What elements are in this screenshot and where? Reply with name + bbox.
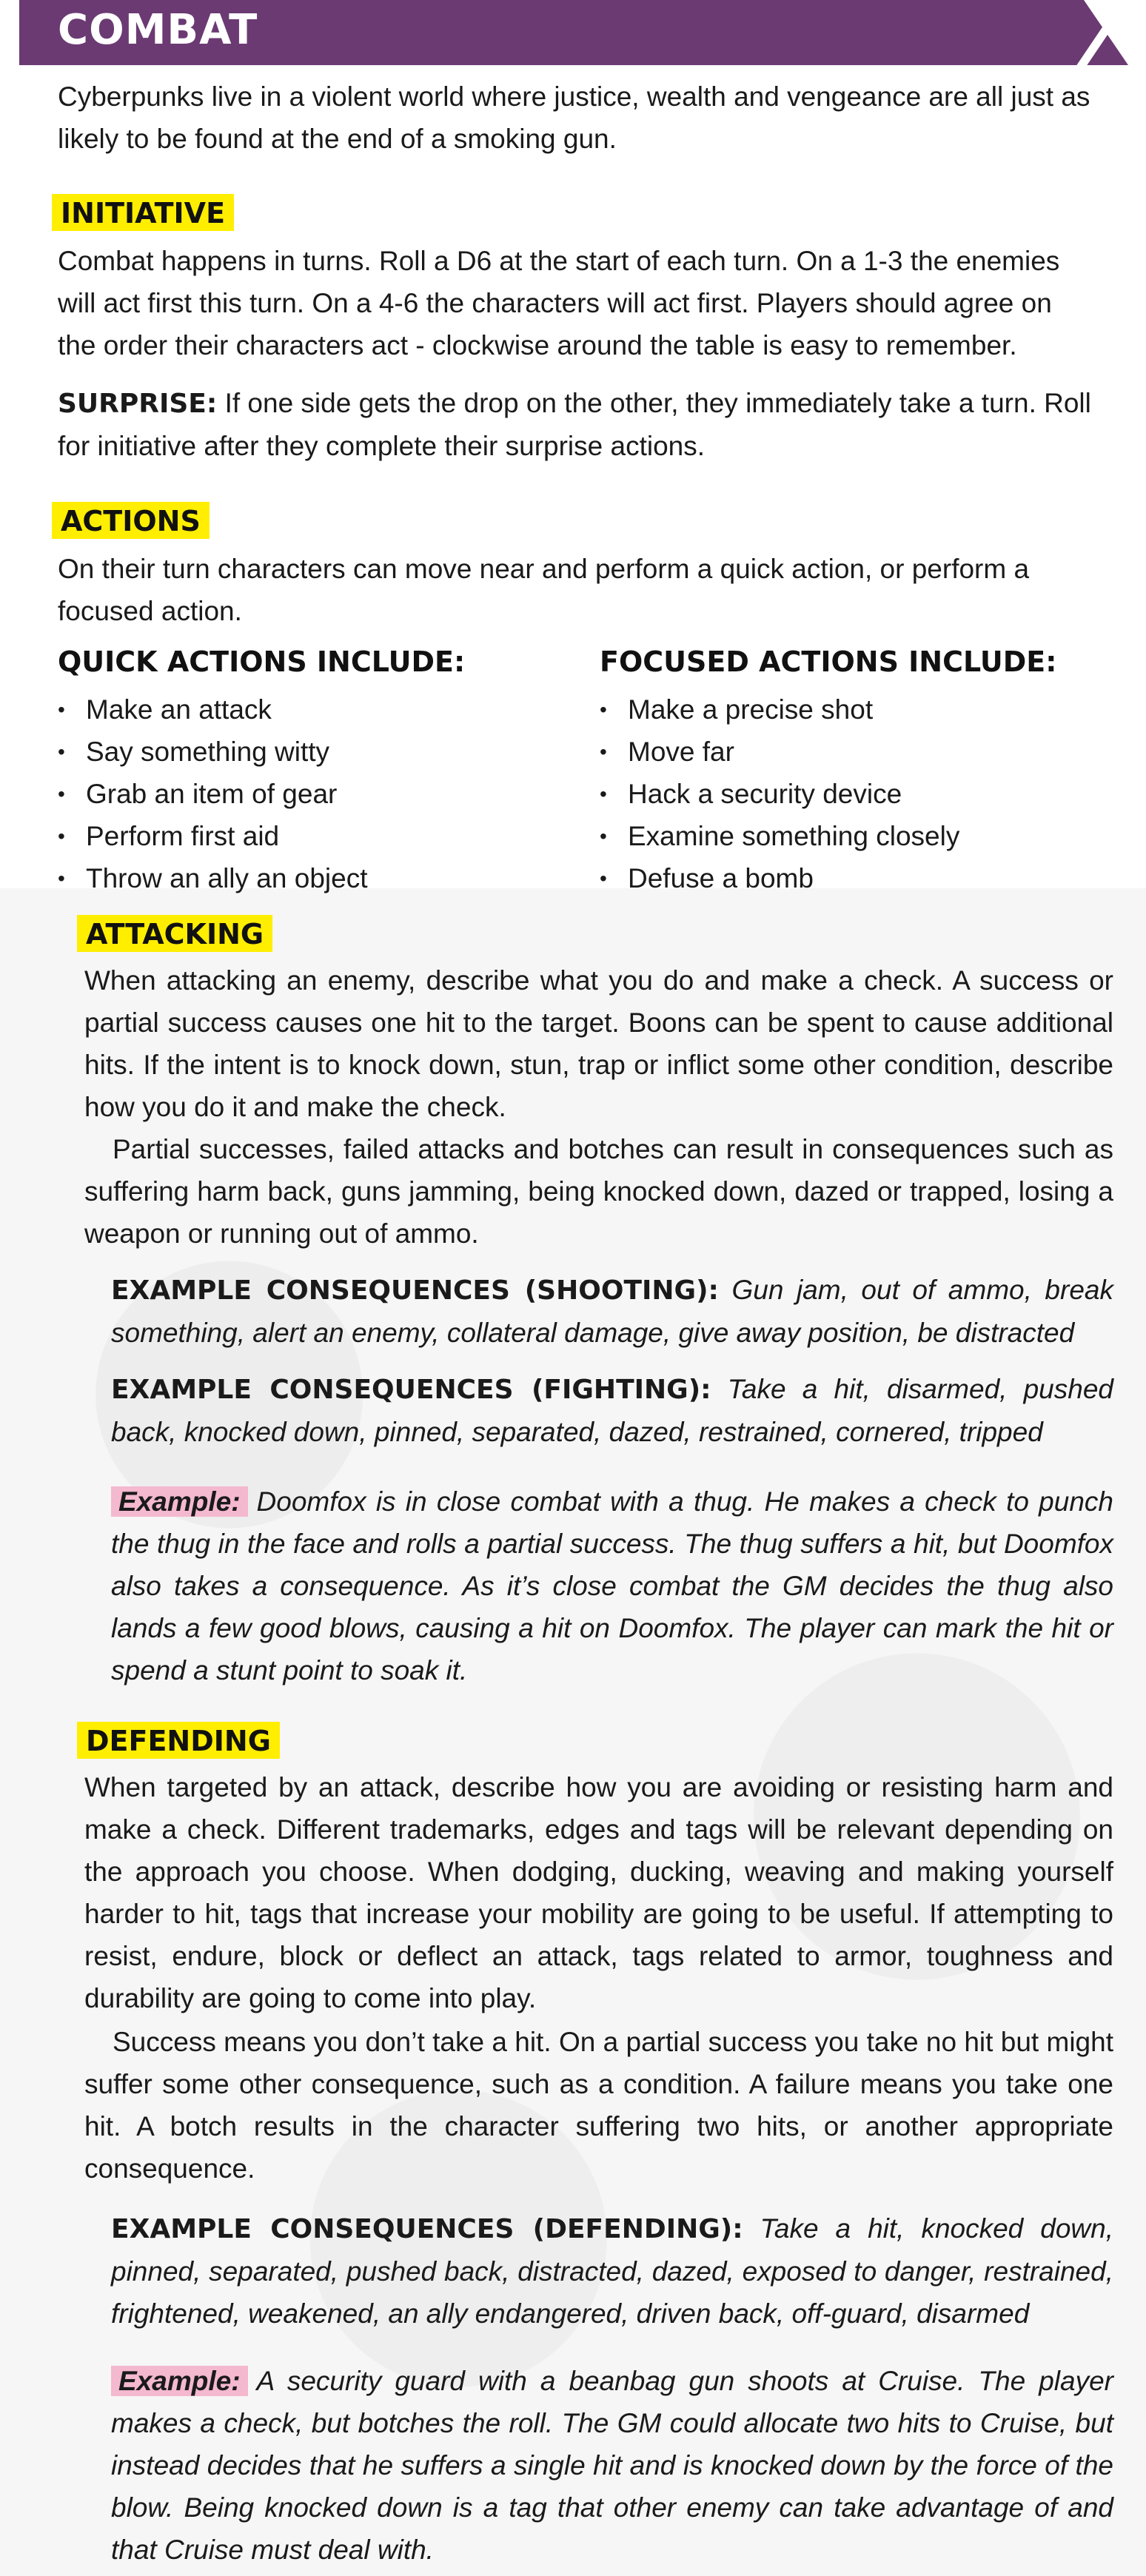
defending-paragraph-2: Success means you don’t take a hit. On a partial success you take no hit but might suffer some other consequence, such as a condition. A failure means you take one hit. A botch results in the character suffering two hits, or another appropriate consequence. xyxy=(84,2027,1113,2184)
intro-paragraph: Cyberpunks live in a violent world where justice, wealth and vengeance are all just as likely to be found at the end of a smoking gun. xyxy=(58,81,1090,154)
attacking-example xyxy=(111,1480,1113,1691)
list-item: • Make a precise shot xyxy=(600,688,1118,731)
attacking-paragraph-2: Partial successes, failed attacks and botches can result in consequences such as suffering harm back, guns jamming, being knocked down, dazed or trapped, losing a weapon or running out of ammo. xyxy=(84,1134,1113,1249)
fighting-consequences-label: EXAMPLE CONSEQUENCES (FIGHTING): xyxy=(111,1375,711,1405)
example-label: Example: xyxy=(111,1486,248,1517)
focused-actions-heading: FOCUSED ACTIONS INCLUDE: xyxy=(600,645,1057,678)
list-item: • Throw an ally an object xyxy=(58,857,576,899)
attacking-paragraph-1: When attacking an enemy, describe what you do and make a check. A success or partial success causes one hit to the target. Boons can be spent to cause additional hits. If the intent is to knock down, stun, trap or inflict some other condition, describe how you do it and make the check. xyxy=(84,965,1113,1122)
surprise-label: SURPRISE: xyxy=(58,389,218,419)
section-title: COMBAT xyxy=(58,6,258,54)
surprise-paragraph xyxy=(58,382,1094,467)
quick-actions-list xyxy=(58,688,576,899)
header-corner-cut xyxy=(1084,0,1128,65)
defending-consequences-text: Take a hit, knocked down, pinned, separated, pushed back, distracted, dazed, exposed to danger, restrained, frightened, weakened, an ally endangered, driven back, off-guard, disarmed xyxy=(111,2213,1113,2329)
defending-consequences xyxy=(111,2207,1113,2335)
fighting-consequences-text: Take a hit, disarmed, pushed back, knocked down, pinned, separated, dazed, restrained, cornered, tripped xyxy=(111,1374,1113,1447)
list-item: • Perform first aid xyxy=(58,815,576,857)
initiative-paragraph: Combat happens in turns. Roll a D6 at the start of each turn. On a 1-3 the enemies will act first this turn. On a 4-6 the characters will act first. Players should agree on the order their characters act - clockwise around the table is easy to remember. xyxy=(58,246,1060,360)
section-header-bar xyxy=(19,0,1128,65)
list-item: • Grab an item of gear xyxy=(58,773,576,815)
example-text: Doomfox is in close combat with a thug. He makes a check to punch the thug in the face and rolls a partial success. The thug suffers a hit, but Doomfox also takes a consequence. As it’s close combat the GM decides the thug also lands a few good blows, causing a hit on Doomfox. The player can mark the hit or spend a stunt point to soak it. xyxy=(111,1486,1113,1686)
attacking-heading: ATTACKING xyxy=(77,915,272,952)
defending-paragraph-1: When targeted by an attack, describe how you are avoiding or resisting harm and make a check. Different trademarks, edges and tags will be relevant depending on the approach you choose. When dodging, ducking, weaving and making yourself harder to hit, tags that increase your mobility are going to be useful. If attempting to resist, endure, block or deflect an attack, tags related to armor, toughness and durability are going to come into play. xyxy=(84,1772,1113,2013)
focused-actions-list xyxy=(600,688,1118,899)
example-text: A security guard with a beanbag gun shoots at Cruise. The player makes a check, but botches the roll. The GM could allocate two hits to Cruise, but instead decides that he suffers a single hit and is knocked down by the force of the blow. Being knocked down is a tag that other enemy can take advantage of and that Cruise must deal with. xyxy=(111,2366,1113,2565)
defending-example xyxy=(111,2360,1113,2571)
example-label: Example: xyxy=(111,2366,248,2396)
list-item: • Make an attack xyxy=(58,688,576,731)
fighting-consequences xyxy=(111,1368,1113,1453)
actions-heading: ACTIONS xyxy=(52,502,210,539)
defending-heading: DEFENDING xyxy=(77,1722,280,1759)
defending-consequences-label: EXAMPLE CONSEQUENCES (DEFENDING): xyxy=(111,2214,743,2244)
initiative-heading: INITIATIVE xyxy=(52,194,234,231)
actions-paragraph: On their turn characters can move near and perform a quick action, or perform a focused action. xyxy=(58,554,1030,626)
shooting-consequences xyxy=(111,1269,1113,1354)
quick-actions-heading: QUICK ACTIONS INCLUDE: xyxy=(58,645,466,678)
shooting-consequences-label: EXAMPLE CONSEQUENCES (SHOOTING): xyxy=(111,1275,719,1306)
surprise-text: If one side gets the drop on the other, they immediately take a turn. Roll for initiative after they complete their surprise actions. xyxy=(58,388,1091,461)
list-item: • Examine something closely xyxy=(600,815,1118,857)
list-item: • Say something witty xyxy=(58,731,576,773)
list-item: • Hack a security device xyxy=(600,773,1118,815)
list-item: • Move far xyxy=(600,731,1118,773)
list-item: • Defuse a bomb xyxy=(600,857,1118,899)
shooting-consequences-text: Gun jam, out of ammo, break something, alert an enemy, collateral damage, give away position, be distracted xyxy=(111,1275,1113,1348)
